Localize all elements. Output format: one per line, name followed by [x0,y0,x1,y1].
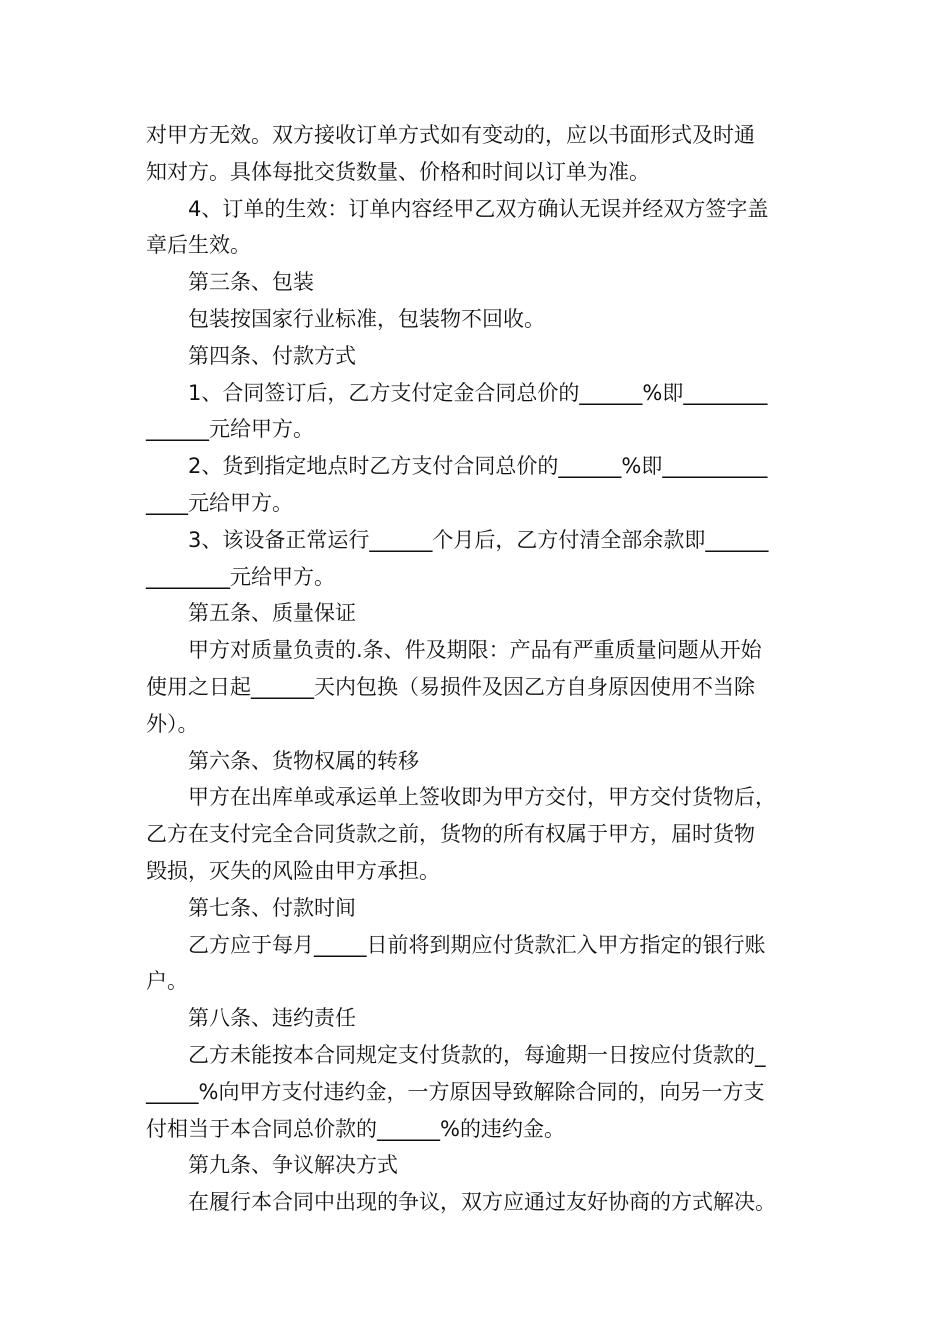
document-line: ________元给甲方。 [146,564,335,589]
document-line: 包装按国家行业标准，包装物不回收。 [188,306,545,331]
document-line: ______元给甲方。 [146,417,314,442]
document-line: 第六条、货物权属的转移 [188,748,419,773]
document-line: 外）。 [146,711,199,736]
document-line: 2、货到指定地点时乙方支付合同总价的______%即__________ [188,454,768,479]
document-line: ____元给甲方。 [146,490,293,515]
document-line: 毁损，灭失的风险由甲方承担。 [146,858,440,883]
document-line: 在履行本合同中出现的争议，双方应通过友好协商的方式解决。 [188,1190,776,1215]
document-line: 户。 [146,969,188,994]
document-line: 付相当于本合同总价款的______%的违约金。 [146,1116,565,1141]
document-line: 乙方应于每月_____日前将到期应付货款汇入甲方指定的银行账 [188,932,766,957]
document-line: 章后生效。 [146,233,251,258]
document-line: 甲方对质量负责的.条、件及期限：产品有严重质量问题从开始 [188,638,762,663]
document-line: 第九条、争议解决方式 [188,1153,398,1178]
document-line: _____%向甲方支付违约金，一方原因导致解除合同的，向另一方支 [146,1079,765,1104]
document-line: 3、该设备正常运行______个月后，乙方付清全部余款即______ [188,527,769,552]
document-line: 第四条、付款方式 [188,343,356,368]
document-line: 第八条、违约责任 [188,1006,356,1031]
document-line: 1、合同签订后，乙方支付定金合同总价的______%即________ [188,380,768,405]
document-body [146,117,826,1221]
document-line: 第七条、付款时间 [188,895,356,920]
document-line: 乙方在支付完全合同货款之前，货物的所有权属于甲方，届时货物 [146,822,755,847]
document-line: 甲方在出库单或承运单上签收即为甲方交付，甲方交付货物后， [188,785,776,810]
document-line: 对甲方无效。双方接收订单方式如有变动的，应以书面形式及时通 [146,123,755,147]
document-line: 第五条、质量保证 [188,601,356,626]
document-line: 使用之日起______天内包换（易损件及因乙方自身原因使用不当除 [146,674,755,699]
document-line: 第三条、包装 [188,270,314,295]
document-line: 4、订单的生效：订单内容经甲乙双方确认无误并经双方签字盖 [188,196,769,221]
document-line: 知对方。具体每批交货数量、价格和时间以订单为准。 [146,159,650,184]
document-line: 乙方未能按本合同规定支付货款的，每逾期一日按应付货款的_ [188,1042,766,1067]
